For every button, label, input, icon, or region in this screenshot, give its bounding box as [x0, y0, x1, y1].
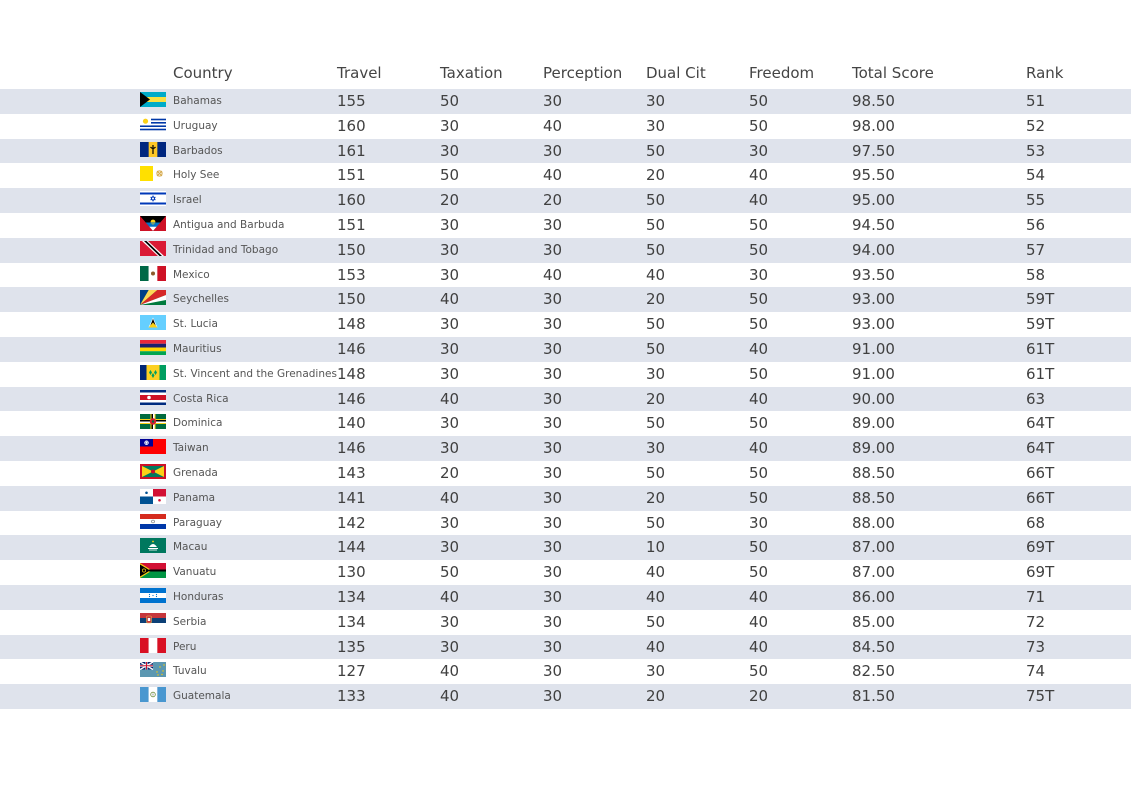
serbia-flag-icon [140, 613, 166, 628]
travel-score: 141 [337, 488, 366, 507]
table-row [0, 560, 1131, 585]
dual-cit-score: 20 [646, 687, 666, 706]
dominica-flag-icon [140, 414, 166, 429]
dual-cit-score: 10 [646, 538, 666, 557]
ranking-table [0, 89, 1131, 709]
travel-score: 160 [337, 116, 366, 135]
dual-cit-score: 50 [646, 513, 666, 532]
country-name: Serbia [173, 615, 207, 628]
table-row [0, 684, 1131, 709]
total-score: 91.00 [852, 339, 895, 358]
dual-cit-score: 50 [646, 215, 666, 234]
perception-score: 30 [543, 315, 563, 334]
paraguay-flag-icon [140, 514, 166, 529]
rank-value: 57 [1026, 240, 1046, 259]
freedom-score: 40 [749, 637, 769, 656]
freedom-score: 50 [749, 463, 769, 482]
rank-value: 63 [1026, 389, 1046, 408]
rank-value: 52 [1026, 116, 1046, 135]
rank-value: 75T [1026, 687, 1055, 706]
country-name: Bahamas [173, 95, 222, 107]
dual-cit-score: 20 [646, 166, 666, 185]
total-score: 95.50 [852, 166, 895, 185]
dual-cit-score: 50 [646, 612, 666, 631]
freedom-score: 50 [749, 240, 769, 259]
country-name: Grenada [173, 466, 218, 479]
table-row [0, 610, 1131, 635]
header-taxation: Taxation [440, 64, 503, 82]
freedom-score: 50 [749, 414, 769, 433]
travel-score: 143 [337, 463, 366, 482]
freedom-score: 50 [749, 315, 769, 334]
dual-cit-score: 20 [646, 389, 666, 408]
taxation-score: 30 [440, 265, 460, 284]
dual-cit-score: 40 [646, 563, 666, 582]
taxation-score: 30 [440, 612, 460, 631]
travel-score: 148 [337, 364, 366, 383]
total-score: 89.00 [852, 414, 895, 433]
perception-score: 30 [543, 240, 563, 259]
perception-score: 30 [543, 141, 563, 160]
taxation-score: 30 [440, 215, 460, 234]
perception-score: 30 [543, 563, 563, 582]
table-row [0, 139, 1131, 164]
dual-cit-score: 50 [646, 339, 666, 358]
travel-score: 135 [337, 637, 366, 656]
dual-cit-score: 50 [646, 414, 666, 433]
perception-score: 30 [543, 414, 563, 433]
country-name: Mauritius [173, 342, 222, 355]
total-score: 97.50 [852, 141, 895, 160]
table-row [0, 387, 1131, 412]
travel-score: 146 [337, 339, 366, 358]
rank-value: 64T [1026, 439, 1055, 458]
header-perception: Perception [543, 64, 623, 82]
rank-value: 59T [1026, 315, 1055, 334]
country-name: Seychelles [173, 293, 229, 306]
travel-score: 161 [337, 141, 366, 160]
perception-score: 30 [543, 637, 563, 656]
taxation-score: 30 [440, 116, 460, 135]
barbados-flag-icon [140, 142, 166, 157]
travel-score: 150 [337, 240, 366, 259]
rank-value: 69T [1026, 538, 1055, 557]
freedom-score: 40 [749, 191, 769, 210]
country-name: Guatemala [173, 690, 231, 703]
table-row [0, 89, 1131, 114]
table-row [0, 535, 1131, 560]
freedom-score: 50 [749, 364, 769, 383]
country-name: Paraguay [173, 516, 223, 529]
header-total-score: Total Score [852, 64, 934, 82]
perception-score: 30 [543, 488, 563, 507]
travel-score: 142 [337, 513, 366, 532]
perception-score: 30 [543, 364, 563, 383]
taxation-score: 30 [440, 637, 460, 656]
country-name: Tuvalu [173, 665, 207, 678]
country-name: Barbados [173, 144, 223, 157]
freedom-score: 30 [749, 141, 769, 160]
dual-cit-score: 30 [646, 439, 666, 458]
total-score: 81.50 [852, 687, 895, 706]
freedom-score: 40 [749, 587, 769, 606]
perception-score: 40 [543, 265, 563, 284]
table-row [0, 238, 1131, 263]
taxation-score: 50 [440, 166, 460, 185]
dual-cit-score: 30 [646, 364, 666, 383]
macau-flag-icon [140, 538, 166, 553]
country-name: Mexico [173, 268, 210, 281]
taxation-score: 30 [440, 364, 460, 383]
dual-cit-score: 40 [646, 637, 666, 656]
mauritius-flag-icon [140, 340, 166, 355]
rank-value: 54 [1026, 166, 1046, 185]
table-row [0, 411, 1131, 436]
taxation-score: 30 [440, 538, 460, 557]
freedom-score: 40 [749, 339, 769, 358]
travel-score: 130 [337, 563, 366, 582]
country-name: Uruguay [173, 119, 218, 132]
rank-value: 51 [1026, 92, 1046, 110]
peru-flag-icon [140, 638, 166, 653]
taxation-score: 50 [440, 92, 460, 110]
dual-cit-score: 20 [646, 488, 666, 507]
rank-value: 56 [1026, 215, 1046, 234]
country-name: Honduras [173, 590, 224, 603]
total-score: 88.50 [852, 463, 895, 482]
travel-score: 140 [337, 414, 366, 433]
total-score: 91.00 [852, 364, 895, 383]
rank-value: 61T [1026, 364, 1055, 383]
table-header [0, 60, 1131, 88]
freedom-score: 30 [749, 265, 769, 284]
freedom-score: 50 [749, 116, 769, 135]
tuvalu-flag-icon [140, 662, 166, 677]
dual-cit-score: 30 [646, 92, 666, 110]
perception-score: 30 [543, 215, 563, 234]
country-name: Israel [173, 194, 202, 207]
taxation-score: 30 [440, 439, 460, 458]
freedom-score: 40 [749, 166, 769, 185]
travel-score: 134 [337, 587, 366, 606]
taxation-score: 30 [440, 414, 460, 433]
rank-value: 68 [1026, 513, 1046, 532]
mexico-flag-icon [140, 266, 166, 281]
perception-score: 30 [543, 612, 563, 631]
header-travel: Travel [337, 64, 382, 82]
travel-score: 155 [337, 92, 366, 110]
perception-score: 30 [543, 687, 563, 706]
uruguay-flag-icon [140, 117, 166, 132]
freedom-score: 50 [749, 488, 769, 507]
taxation-score: 40 [440, 290, 460, 309]
perception-score: 30 [543, 463, 563, 482]
total-score: 87.00 [852, 563, 895, 582]
country-name: Panama [173, 491, 216, 504]
rank-value: 55 [1026, 191, 1046, 210]
honduras-flag-icon [140, 588, 166, 603]
travel-score: 134 [337, 612, 366, 631]
total-score: 89.00 [852, 439, 895, 458]
dual-cit-score: 20 [646, 290, 666, 309]
taxation-score: 30 [440, 315, 460, 334]
taiwan-flag-icon [140, 439, 166, 454]
dual-cit-score: 40 [646, 265, 666, 284]
table-row [0, 486, 1131, 511]
total-score: 98.00 [852, 116, 895, 135]
travel-score: 150 [337, 290, 366, 309]
rank-value: 53 [1026, 141, 1046, 160]
rank-value: 61T [1026, 339, 1055, 358]
guatemala-flag-icon [140, 687, 166, 702]
dual-cit-score: 30 [646, 116, 666, 135]
country-name: St. Vincent and the Grenadines [173, 367, 337, 380]
total-score: 88.50 [852, 488, 895, 507]
travel-score: 127 [337, 662, 366, 681]
rank-value: 74 [1026, 662, 1046, 681]
taxation-score: 50 [440, 563, 460, 582]
total-score: 93.00 [852, 290, 895, 309]
rank-value: 66T [1026, 463, 1055, 482]
rank-value: 72 [1026, 612, 1046, 631]
table-row [0, 287, 1131, 312]
table-row [0, 188, 1131, 213]
perception-score: 30 [543, 439, 563, 458]
costa-rica-flag-icon [140, 390, 166, 405]
table-row [0, 659, 1131, 684]
table-row [0, 312, 1131, 337]
dual-cit-score: 50 [646, 141, 666, 160]
freedom-score: 50 [749, 563, 769, 582]
taxation-score: 40 [440, 662, 460, 681]
travel-score: 148 [337, 315, 366, 334]
travel-score: 151 [337, 215, 366, 234]
country-name: Macau [173, 541, 208, 554]
table-row [0, 263, 1131, 288]
freedom-score: 40 [749, 439, 769, 458]
country-name: Dominica [173, 417, 223, 430]
rank-value: 69T [1026, 563, 1055, 582]
seychelles-flag-icon [140, 290, 166, 305]
table-row [0, 362, 1131, 387]
perception-score: 40 [543, 166, 563, 185]
freedom-score: 50 [749, 538, 769, 557]
freedom-score: 40 [749, 612, 769, 631]
grenada-flag-icon [140, 464, 166, 479]
perception-score: 40 [543, 116, 563, 135]
travel-score: 146 [337, 439, 366, 458]
bahamas-flag-icon [140, 92, 166, 107]
taxation-score: 40 [440, 687, 460, 706]
perception-score: 30 [543, 92, 563, 110]
total-score: 93.00 [852, 315, 895, 334]
perception-score: 30 [543, 339, 563, 358]
perception-score: 30 [543, 538, 563, 557]
freedom-score: 50 [749, 290, 769, 309]
dual-cit-score: 50 [646, 191, 666, 210]
perception-score: 20 [543, 191, 563, 210]
country-name: Antigua and Barbuda [173, 218, 285, 231]
st-lucia-flag-icon [140, 315, 166, 330]
table-row [0, 163, 1131, 188]
antigua-flag-icon [140, 216, 166, 231]
header-rank: Rank [1026, 64, 1064, 82]
country-name: Trinidad and Tobago [173, 243, 279, 256]
table-row [0, 337, 1131, 362]
country-name: Holy See [173, 169, 220, 182]
dual-cit-score: 50 [646, 315, 666, 334]
country-name: Peru [173, 640, 197, 653]
rank-value: 73 [1026, 637, 1046, 656]
country-name: Taiwan [173, 442, 209, 455]
total-score: 98.50 [852, 92, 895, 110]
total-score: 94.50 [852, 215, 895, 234]
freedom-score: 40 [749, 389, 769, 408]
perception-score: 30 [543, 389, 563, 408]
total-score: 90.00 [852, 389, 895, 408]
travel-score: 151 [337, 166, 366, 185]
dual-cit-score: 30 [646, 662, 666, 681]
table-row [0, 114, 1131, 139]
header-country: Country [173, 64, 233, 82]
taxation-score: 30 [440, 339, 460, 358]
rank-value: 71 [1026, 587, 1046, 606]
perception-score: 30 [543, 513, 563, 532]
table-row [0, 585, 1131, 610]
country-name: St. Lucia [173, 318, 218, 331]
taxation-score: 40 [440, 587, 460, 606]
freedom-score: 50 [749, 92, 769, 110]
travel-score: 160 [337, 191, 366, 210]
taxation-score: 30 [440, 513, 460, 532]
panama-flag-icon [140, 489, 166, 504]
header-freedom: Freedom [749, 64, 815, 82]
total-score: 95.00 [852, 191, 895, 210]
rank-value: 66T [1026, 488, 1055, 507]
perception-score: 30 [543, 662, 563, 681]
total-score: 94.00 [852, 240, 895, 259]
total-score: 88.00 [852, 513, 895, 532]
vanuatu-flag-icon [140, 563, 166, 578]
total-score: 85.00 [852, 612, 895, 631]
dual-cit-score: 50 [646, 240, 666, 259]
trinidad-flag-icon [140, 241, 166, 256]
freedom-score: 50 [749, 215, 769, 234]
perception-score: 30 [543, 587, 563, 606]
dual-cit-score: 50 [646, 463, 666, 482]
total-score: 87.00 [852, 538, 895, 557]
table-row [0, 635, 1131, 660]
taxation-score: 30 [440, 141, 460, 160]
taxation-score: 40 [440, 488, 460, 507]
freedom-score: 50 [749, 662, 769, 681]
taxation-score: 20 [440, 463, 460, 482]
country-name: Costa Rica [173, 392, 229, 405]
travel-score: 133 [337, 687, 366, 706]
table-row [0, 213, 1131, 238]
total-score: 84.50 [852, 637, 895, 656]
travel-score: 153 [337, 265, 366, 284]
taxation-score: 30 [440, 240, 460, 259]
total-score: 93.50 [852, 265, 895, 284]
freedom-score: 30 [749, 513, 769, 532]
freedom-score: 20 [749, 687, 769, 706]
table-row [0, 511, 1131, 536]
taxation-score: 40 [440, 389, 460, 408]
travel-score: 146 [337, 389, 366, 408]
total-score: 82.50 [852, 662, 895, 681]
travel-score: 144 [337, 538, 366, 557]
table-row [0, 436, 1131, 461]
header-dual-cit: Dual Cit [646, 64, 706, 82]
taxation-score: 20 [440, 191, 460, 210]
perception-score: 30 [543, 290, 563, 309]
rank-value: 64T [1026, 414, 1055, 433]
dual-cit-score: 40 [646, 587, 666, 606]
rank-value: 59T [1026, 290, 1055, 309]
st-vincent-flag-icon [140, 365, 166, 380]
total-score: 86.00 [852, 587, 895, 606]
holy-see-flag-icon [140, 166, 166, 181]
israel-flag-icon [140, 191, 166, 206]
table-row [0, 461, 1131, 486]
rank-value: 58 [1026, 265, 1046, 284]
country-name: Vanuatu [173, 566, 217, 579]
